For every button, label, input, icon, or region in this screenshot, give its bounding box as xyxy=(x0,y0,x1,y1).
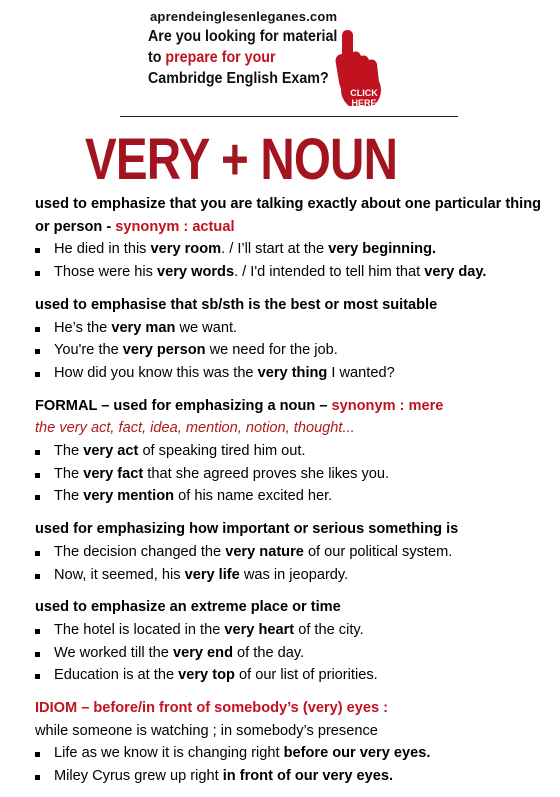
list-item: The very mention of his name excited her. xyxy=(35,485,550,508)
list-item: He died in this very room. / I’ll start at the very beginning. xyxy=(35,238,550,261)
list-item: Education is at the very top of our list of priorities. xyxy=(35,664,550,687)
promo-line-2 xyxy=(148,47,337,68)
section-heading: IDIOM – before/in front of somebody’s (very) eyes : xyxy=(35,700,389,717)
section-subline: the very act, fact, idea, mention, notion, thought... xyxy=(35,420,355,437)
list-item: We worked till the very end of the day. xyxy=(35,642,550,665)
section-heading: used to emphasize that you are talking exactly about one particular thing or person - synonym : actual xyxy=(35,196,542,235)
list-item: Those were his very words. / I'd intended to tell him that very day. xyxy=(35,261,550,284)
list-item: Now, it seemed, his very life was in jeopardy. xyxy=(35,564,550,587)
list-item: He’s the very man we want. xyxy=(35,317,550,340)
promo-text xyxy=(148,26,337,89)
promo-line-1: Are you looking for material xyxy=(148,28,338,45)
section-actual xyxy=(35,193,550,284)
promo-line-3: Cambridge English Exam? xyxy=(148,70,329,87)
page-title: VERY + NOUN xyxy=(85,127,398,192)
click-label: CLICK HERE xyxy=(350,88,378,108)
divider xyxy=(120,116,458,117)
list-item: You're the very person we need for the job. xyxy=(35,339,550,362)
promo-line-2-prefix: to xyxy=(148,49,166,66)
section-heading: used to emphasize an extreme place or time xyxy=(35,599,341,616)
section-idiom xyxy=(35,697,550,788)
promo-banner[interactable] xyxy=(0,0,560,110)
site-url[interactable]: aprendeinglesenleganes.com xyxy=(150,9,338,24)
synonym: synonym : mere xyxy=(331,397,444,414)
synonym: synonym : actual xyxy=(115,218,235,235)
click-here-button[interactable] xyxy=(331,26,385,106)
section-heading: used to emphasise that sb/sth is the best or most suitable xyxy=(35,296,438,313)
promo-line-2-highlight: prepare for your xyxy=(165,49,276,66)
section-heading: used for emphasizing how important or serious something is xyxy=(35,521,459,538)
list-item: Life as we know it is changing right before our very eyes. xyxy=(35,742,550,765)
section-formal xyxy=(35,395,550,509)
section-important xyxy=(35,518,550,586)
list-item: The hotel is located in the very heart of the city. xyxy=(35,619,550,642)
section-extreme xyxy=(35,596,550,687)
content xyxy=(35,193,550,797)
list-item: Miley Cyrus grew up right in front of our very eyes. xyxy=(35,765,550,788)
section-subline: while someone is watching ; in somebody’s presence xyxy=(35,722,378,739)
list-item: The decision changed the very nature of our political system. xyxy=(35,541,550,564)
list-item: The very fact that she agreed proves she likes you. xyxy=(35,463,550,486)
section-best xyxy=(35,294,550,385)
list-item: The very act of speaking tired him out. xyxy=(35,440,550,463)
list-item: How did you know this was the very thing I wanted? xyxy=(35,362,550,385)
section-heading: FORMAL – used for emphasizing a noun – synonym : mere xyxy=(35,397,444,414)
